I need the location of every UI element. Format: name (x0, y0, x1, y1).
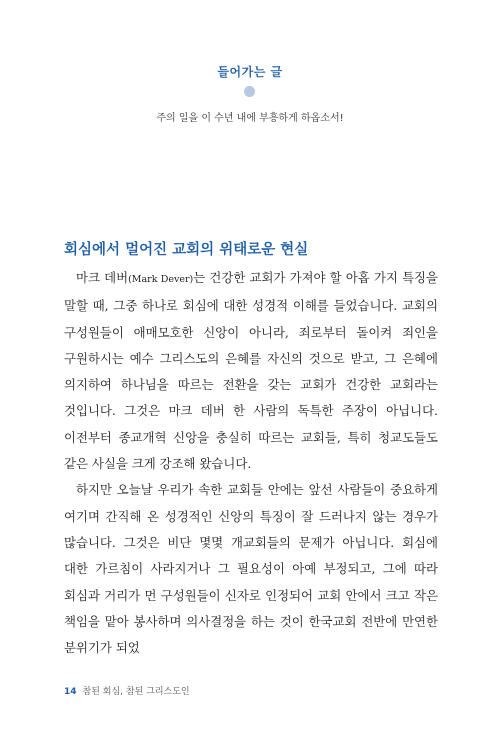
epigraph: 주의 일을 이 수년 내에 부흥하게 하옵소서! (156, 113, 344, 124)
ornament-dot (244, 86, 255, 97)
section-heading: 회심에서 멀어진 교회의 위태로운 현실 (64, 242, 309, 258)
paragraph-2: 하지만 오늘날 우리가 속한 교회들 안에는 앞선 사람들이 중요하게 여기며 간직해 온 성경적인 신앙의 특징이 잘 드러나지 않는 경우가 많습니다. 그것은 비단 몇몇 개교회들의 문제가 아닙니다. 회심에 대한 가르침이 사라지거나 그 필요성이 아예 부정되고, 그에 따라 회심과 거리가 먼 구성원들이 신자로 인정되어 교회 안에서 크고 작은 책임을 맡아 봉사하며 의사결정을 하는 것이 한국교회 전반에 만연한 분위기가 되었 (64, 482, 438, 656)
paragraph-1-prefix: 마크 데버 (76, 270, 129, 285)
paragraph-1-rest: 는 건강한 교회가 가져야 할 아홉 가지 특징을 말할 때, 그중 하나로 회심에 대한 성경적 이해를 들었습니다. 교회의 구성원들이 애매모호한 신앙이 아니라, 죄로부터 돌이켜 죄인을 구원하시는 예수 그리스도의 은혜를 자신의 것으로 받고, 그 은혜에 의지하여 하나님을 따르는 전환을 갖는 교회가 건강한 교회라는 것입니다. 그것은 마크 데버 한 사람의 독특한 주장이 아닙니다. 이전부터 종교개혁 신앙을 충실히 따르는 교회들, 특히 청교도들도 같은 사실을 크게 강조해 왔습니다. (64, 270, 438, 472)
paragraph-1 (64, 265, 438, 477)
author-name-english: (Mark Dever) (128, 274, 194, 285)
body-text (64, 265, 438, 661)
page-footer (64, 684, 190, 697)
page-number: 14 (64, 687, 77, 697)
book-title: 참된 회심, 참된 그리스도인 (82, 687, 190, 697)
section-label: 들어가는 글 (217, 65, 283, 79)
